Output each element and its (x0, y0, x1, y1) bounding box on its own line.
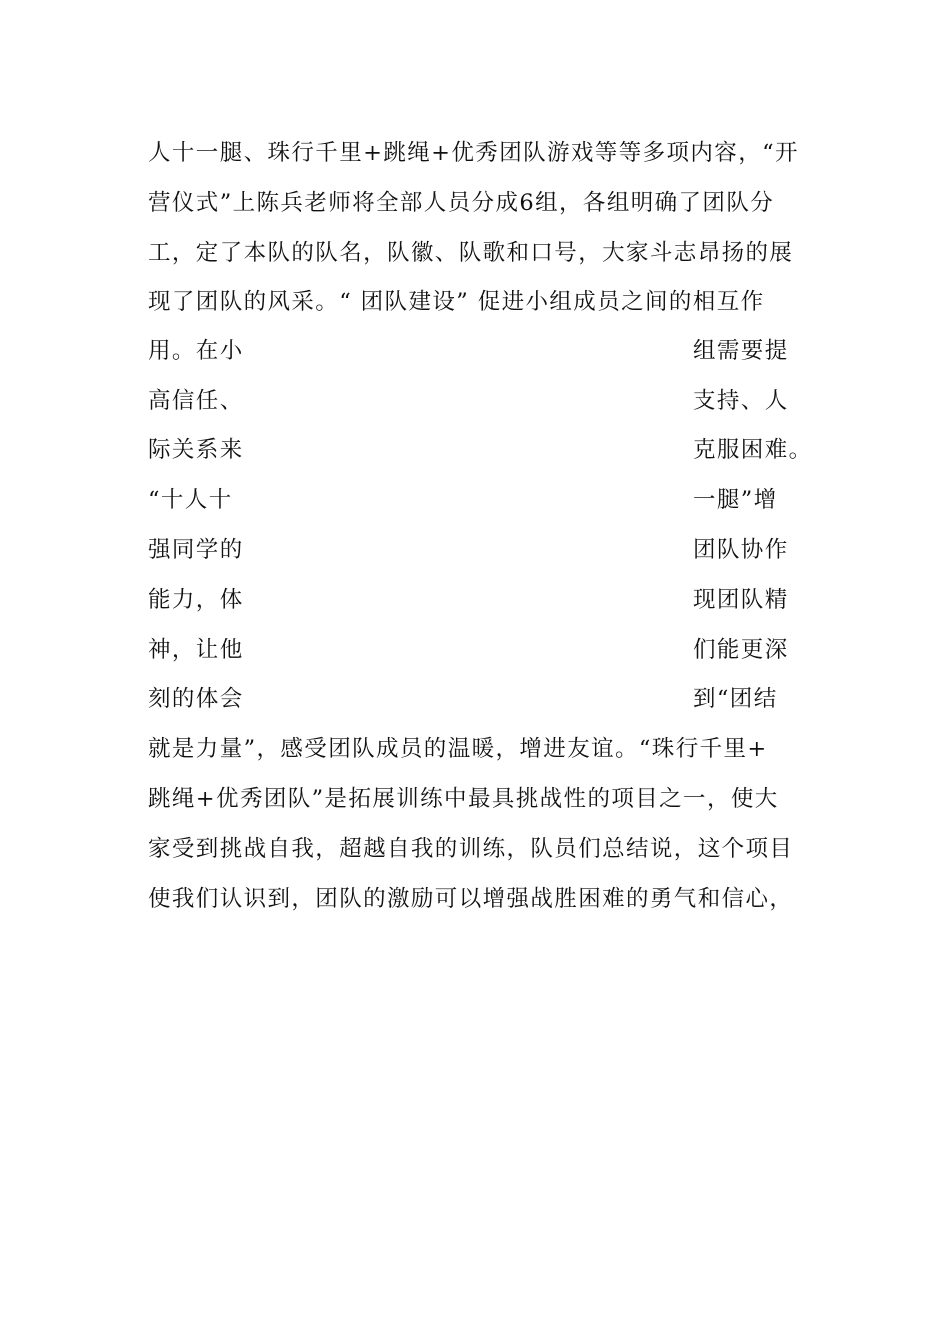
split-line-left: 高信任、 (148, 388, 244, 414)
split-line-left: 神，让他 (148, 637, 244, 663)
paragraph-line: 人十一腿、珠行千里+跳绳+优秀团队游戏等等多项内容，“开 (148, 140, 799, 166)
paragraph-line: 就是力量”，感受团队成员的温暖，增进友谊。“珠行千里+ (148, 736, 768, 762)
split-line-left: “十人十 (148, 487, 233, 513)
split-line-left: 用。在小 (148, 338, 244, 364)
split-line-right: 到“团结 (693, 686, 778, 712)
paragraph-line: 跳绳+优秀团队”是拓展训练中最具挑战性的项目之一，使大 (148, 786, 779, 812)
paragraph-line: 现了团队的风采。“ 团队建设” 促进小组成员之间的相互作 (148, 289, 765, 315)
split-line-right: 组需要提 (693, 338, 789, 364)
split-line-left: 刻的体会 (148, 686, 244, 712)
split-line-right: 支持、人 (693, 388, 789, 414)
split-line-left: 能力，体 (148, 587, 244, 613)
paragraph-line: 使我们认识到，团队的激励可以增强战胜困难的勇气和信心， (148, 886, 794, 912)
paragraph-line: 营仪式”上陈兵老师将全部人员分成6组，各组明确了团队分 (148, 190, 775, 216)
split-line-left: 际关系来 (148, 437, 244, 463)
split-line-right: 现团队精 (693, 587, 789, 613)
paragraph-line: 家受到挑战自我，超越自我的训练，队员们总结说，这个项目 (148, 836, 794, 862)
split-line-right: 团队协作 (693, 537, 789, 563)
split-line-right: 们能更深 (693, 637, 789, 663)
split-line-right: 克服困难。 (693, 437, 813, 463)
split-line-left: 强同学的 (148, 537, 244, 563)
paragraph-line: 工，定了本队的队名，队徽、队歌和口号，大家斗志昂扬的展 (148, 240, 794, 266)
split-line-right: 一腿”增 (693, 487, 778, 513)
